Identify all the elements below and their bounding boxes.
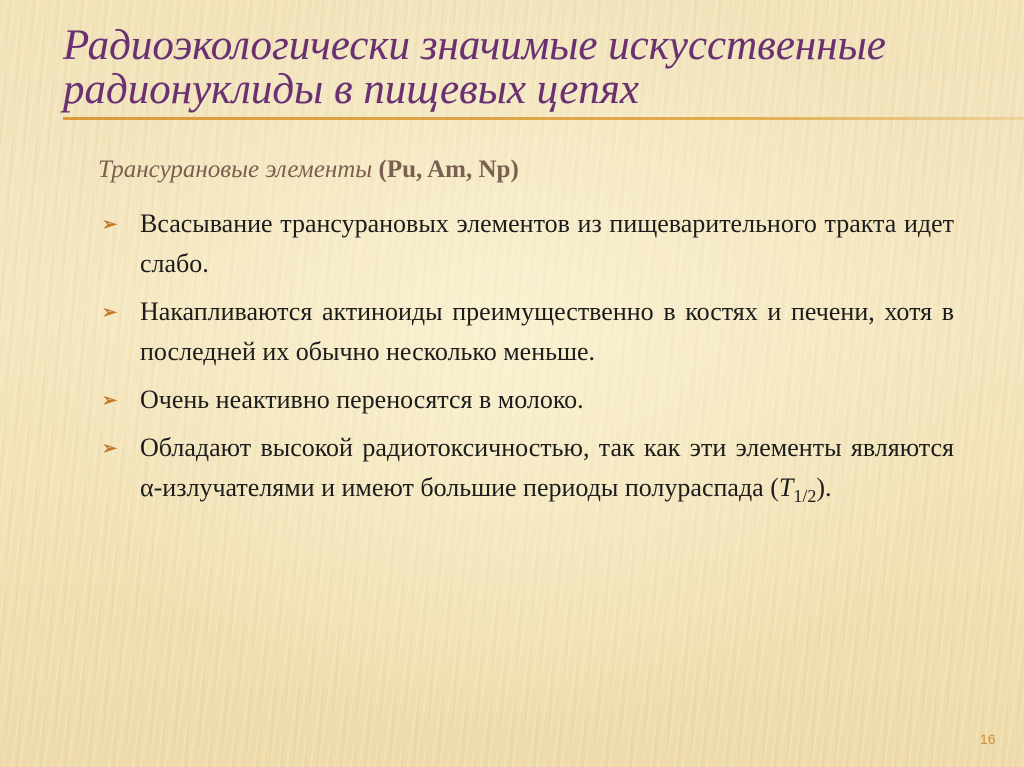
arrow-bullet-icon: ➢ bbox=[102, 214, 118, 234]
half-life-symbol: T bbox=[778, 473, 794, 502]
page-number: 16 bbox=[980, 731, 996, 747]
half-life-subscript: 1/2 bbox=[793, 486, 817, 506]
arrow-bullet-icon: ➢ bbox=[102, 390, 118, 410]
slide-title bbox=[63, 24, 963, 112]
slide-title-line-2: радионуклиды в пищевых цепях bbox=[63, 66, 639, 113]
subheading-elements: (Pu, Am, Np) bbox=[378, 156, 519, 183]
arrow-bullet-icon: ➢ bbox=[102, 302, 118, 322]
subheading-italic: Трансурановые элементы bbox=[98, 156, 373, 183]
bullet-list bbox=[98, 204, 954, 524]
bullet-item bbox=[98, 292, 954, 372]
subheading bbox=[98, 156, 519, 184]
bullet-item bbox=[98, 428, 954, 516]
bullet-text: Всасывание трансурановых элементов из пищеварительного тракта идет слабо. bbox=[140, 209, 954, 278]
title-underline-rule bbox=[63, 117, 1024, 120]
bullet-text bbox=[140, 428, 954, 516]
bullet-text: Очень неактивно переносятся в молоко. bbox=[140, 385, 584, 414]
arrow-bullet-icon: ➢ bbox=[102, 438, 118, 458]
bullet-item bbox=[98, 204, 954, 284]
bullet-text: Накапливаются актиноиды преимущественно в костях и печени, хотя в последней их обычно несколько меньше. bbox=[140, 297, 954, 366]
bullet-text-part: Обладают высокой радиотоксичностью, так как эти элементы являются α-излучателями и имеют большие периоды полураспада ( bbox=[140, 433, 954, 502]
slide-title-line-1: Радиоэкологически значимые искусственные bbox=[63, 22, 886, 69]
bullet-text-end: ). bbox=[816, 473, 832, 502]
bullet-item bbox=[98, 380, 954, 420]
